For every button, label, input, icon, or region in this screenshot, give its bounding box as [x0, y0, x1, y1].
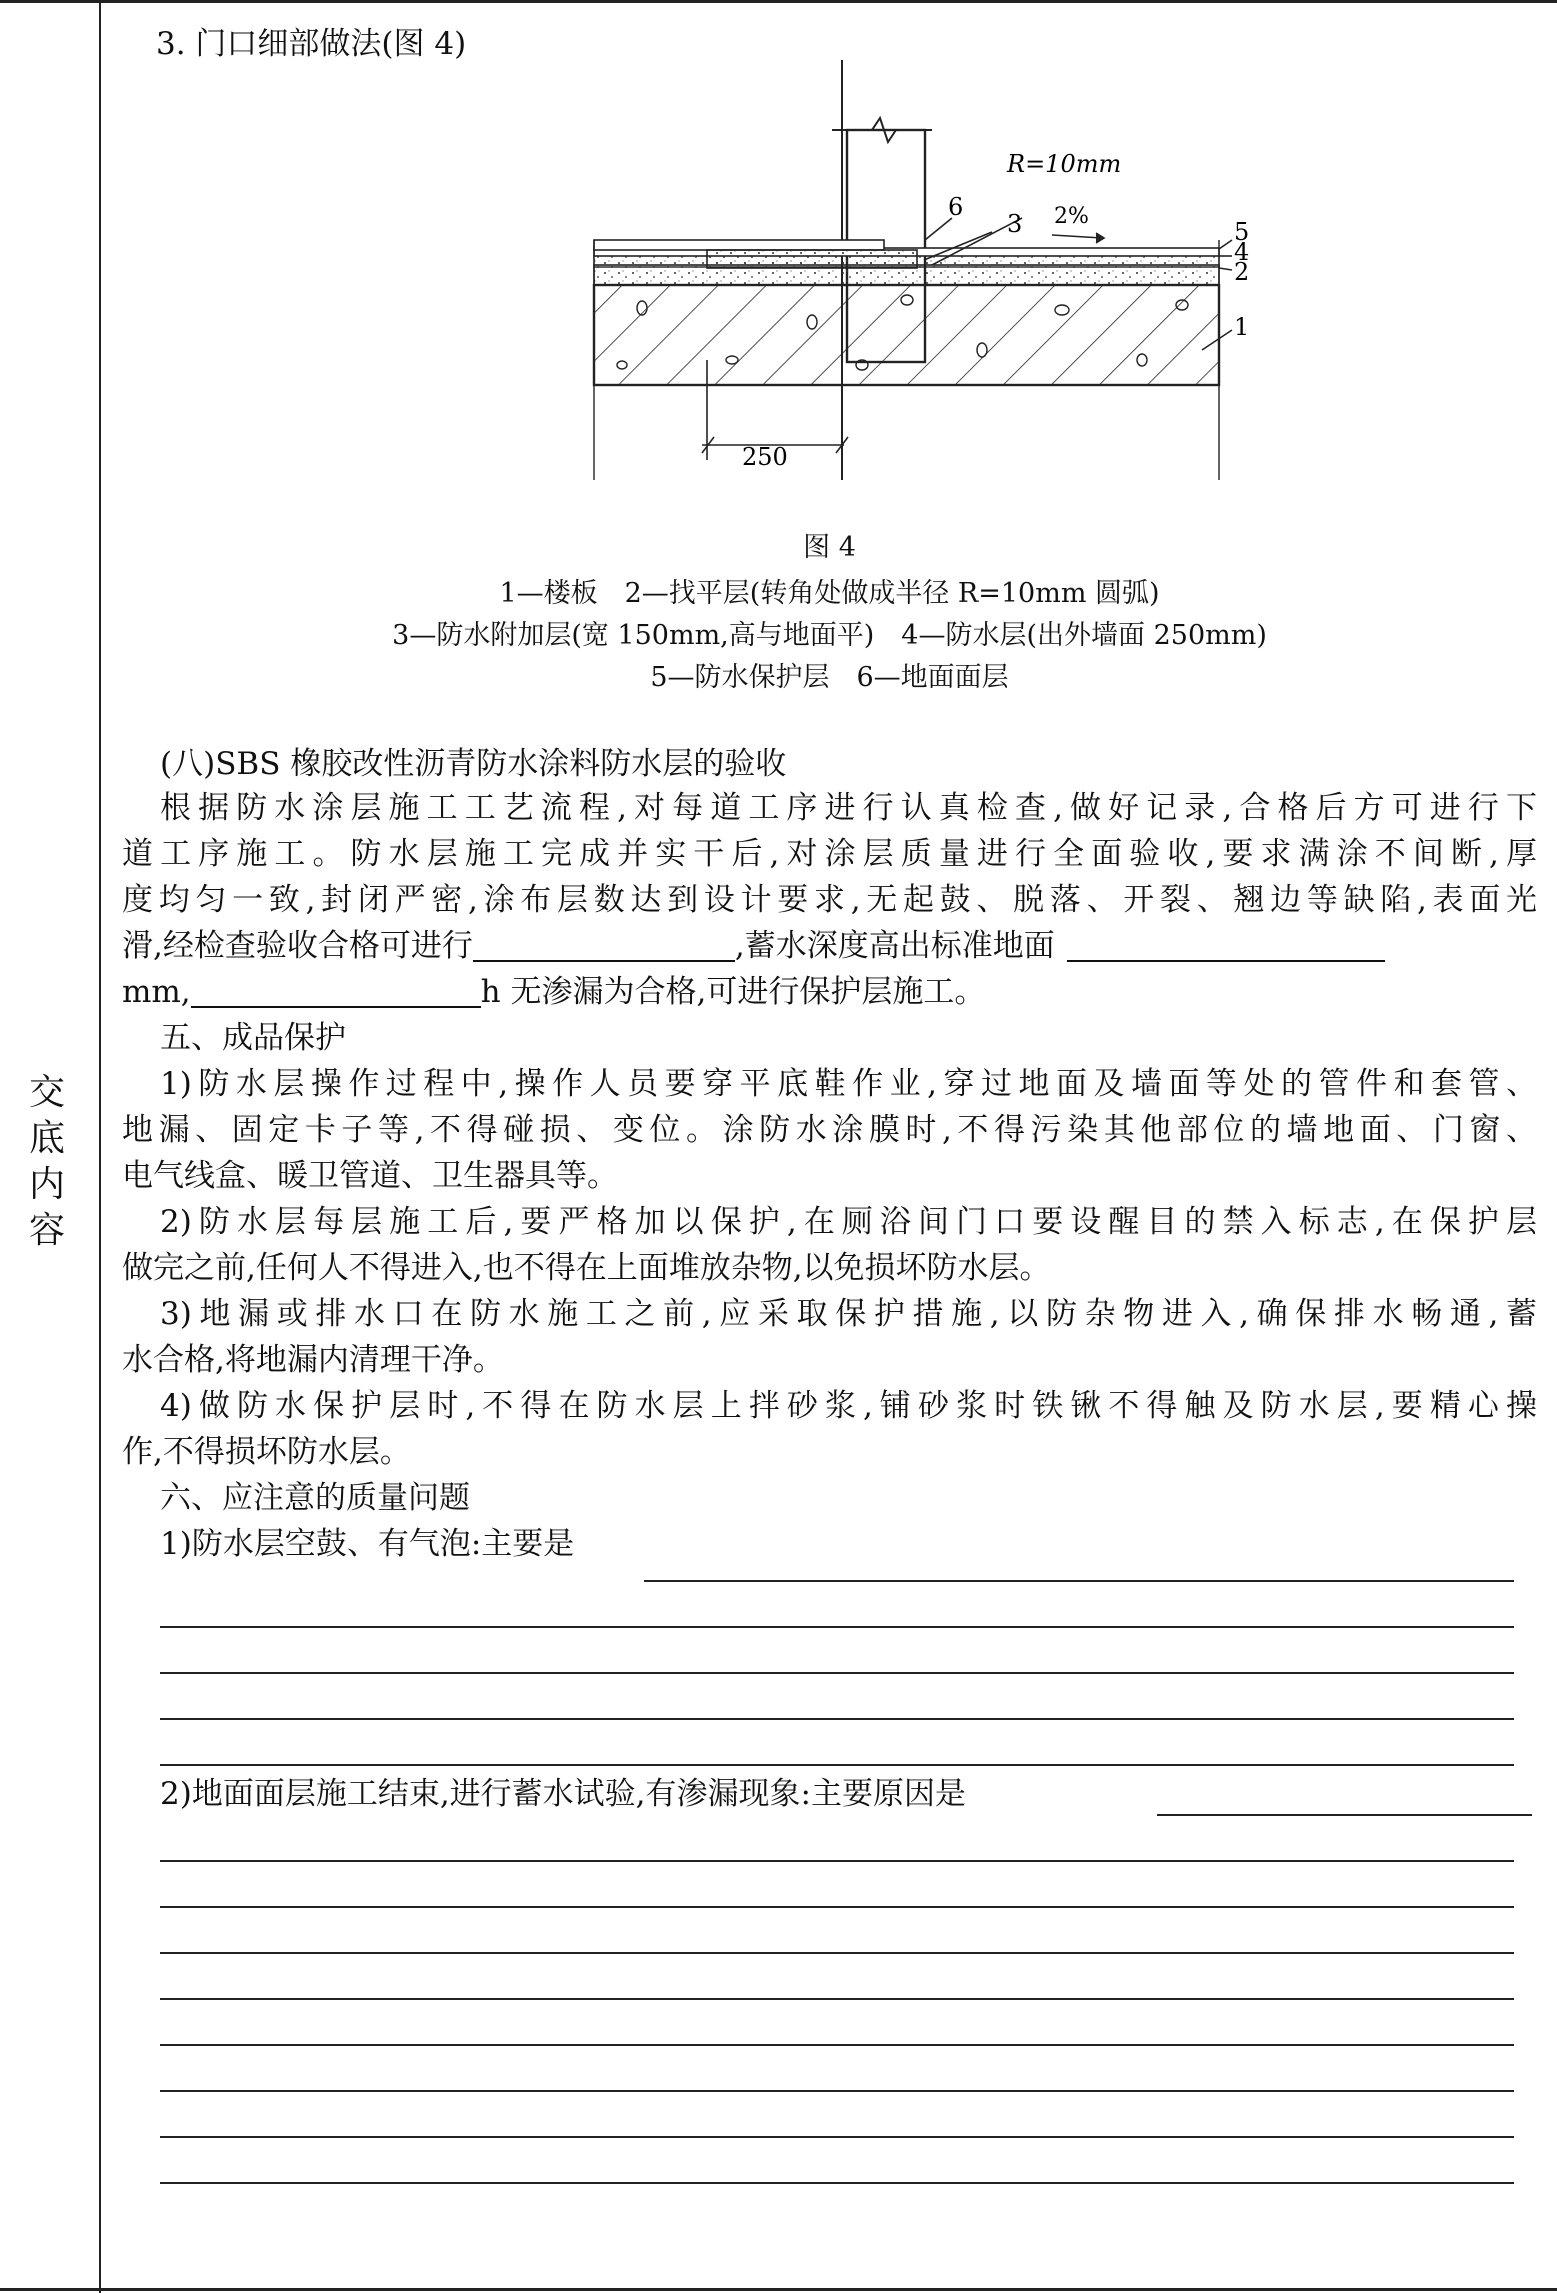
- side-label-char: 底: [28, 1118, 65, 1159]
- column-divider: [99, 0, 101, 2293]
- paragraph-line: 地漏、固定卡子等,不得碰损、变位。涂防水涂膜时,不得污染其他部位的墙地面、门窗、: [122, 1112, 1537, 1148]
- top-border: [0, 0, 1557, 3]
- label-5: 5: [1234, 218, 1250, 246]
- figure-legend-line: 1—楼板 2—找平层(转角处做成半径 R=10mm 圆弧): [499, 578, 1160, 609]
- question-2: 2)地面面层施工结束,进行蓄水试验,有渗漏现象:主要原因是: [160, 1776, 966, 1812]
- label-slope: 2%: [1054, 204, 1089, 229]
- paragraph-line: [122, 926, 1537, 966]
- question-1: 1)防水层空鼓、有气泡:主要是: [160, 1526, 575, 1562]
- figure-4-diagram: [462, 60, 1262, 510]
- text-fragment: mm,: [122, 974, 191, 1010]
- layer-additional: [707, 250, 917, 268]
- label-4: 4: [1234, 238, 1250, 266]
- text-fragment: ,蓄水深度高出标准地面: [734, 928, 1055, 964]
- figure-legend-line: 3—防水附加层(宽 150mm,高与地面平) 4—防水层(出外墙面 250mm): [392, 620, 1267, 651]
- answer-line[interactable]: [160, 1906, 1514, 1908]
- paragraph-line: 道工序施工。防水层施工完成并实干后,对涂层质量进行全面验收,要求满涂不间断,厚: [122, 836, 1537, 872]
- paragraph-line: 水合格,将地漏内清理干净。: [122, 1342, 504, 1378]
- side-label-char: 内: [28, 1164, 65, 1205]
- side-label-char: 交: [28, 1072, 65, 1113]
- answer-line[interactable]: [160, 2182, 1514, 2184]
- answer-line[interactable]: [160, 2044, 1514, 2046]
- side-label-char: 容: [28, 1210, 65, 1251]
- answer-line[interactable]: [160, 1952, 1514, 1954]
- label-dim-250: 250: [742, 443, 788, 471]
- layer-floor-finish: [594, 240, 884, 250]
- section8-heading: (八)SBS 橡胶改性沥青防水涂料防水层的验收: [160, 746, 787, 782]
- label-2: 2: [1234, 258, 1250, 286]
- figure-legend-line: 5—防水保护层 6—地面面层: [650, 662, 1009, 693]
- bottom-border: [0, 2288, 1557, 2291]
- answer-line[interactable]: [160, 1672, 1514, 1674]
- paragraph-line: 1)防水层操作过程中,操作人员要穿平底鞋作业,穿过地面及墙面等处的管件和套管、: [160, 1066, 1537, 1102]
- answer-line[interactable]: [160, 1860, 1514, 1862]
- answer-line[interactable]: [160, 1764, 1514, 1766]
- paragraph-line: 4)做防水保护层时,不得在防水层上拌砂浆,铺砂浆时铁锹不得触及防水层,要精心操: [160, 1388, 1537, 1424]
- answer-line[interactable]: [644, 1580, 1514, 1582]
- paragraph-line: 做完之前,任何人不得进入,也不得在上面堆放杂物,以免损坏防水层。: [122, 1250, 1051, 1286]
- answer-line[interactable]: [160, 1626, 1514, 1628]
- answer-line[interactable]: [1157, 1814, 1532, 1816]
- paragraph-line: 3)地漏或排水口在防水施工之前,应采取保护措施,以防杂物进入,确保排水畅通,蓄: [160, 1296, 1537, 1332]
- paragraph-line: [122, 972, 985, 1012]
- text-fragment: h 无渗漏为合格,可进行保护层施工。: [480, 974, 986, 1010]
- answer-line[interactable]: [160, 1718, 1514, 1720]
- text-fragment: 滑,经检查验收合格可进行: [122, 928, 473, 964]
- label-radius: R=10mm: [1007, 150, 1122, 178]
- answer-line[interactable]: [160, 1998, 1514, 2000]
- section6-heading: 六、应注意的质量问题: [160, 1480, 470, 1516]
- fill-blank[interactable]: [473, 930, 735, 962]
- layer-slab: [594, 285, 1219, 385]
- paragraph-line: 2)防水层每层施工后,要严格加以保护,在厕浴间门口要设醒目的禁入标志,在保护层: [160, 1204, 1537, 1240]
- fill-blank[interactable]: [191, 976, 481, 1008]
- paragraph-line: 度均匀一致,封闭严密,涂布层数达到设计要求,无起鼓、脱落、开裂、翘边等缺陷,表面光: [122, 882, 1537, 918]
- label-6: 6: [948, 193, 964, 221]
- paragraph-line: 根据防水涂层施工工艺流程,对每道工序进行认真检查,做好记录,合格后方可进行下: [160, 790, 1537, 826]
- label-3: 3: [1007, 210, 1023, 238]
- figure-caption: 图 4: [803, 532, 856, 563]
- fill-blank[interactable]: [1067, 930, 1385, 962]
- section5-heading: 五、成品保护: [160, 1020, 346, 1056]
- side-label: [18, 1070, 76, 1254]
- paragraph-line: 电气线盒、暖卫管道、卫生器具等。: [122, 1158, 618, 1194]
- answer-line[interactable]: [160, 2090, 1514, 2092]
- label-1: 1: [1234, 313, 1250, 341]
- section3-title: 3. 门口细部做法(图 4): [156, 26, 467, 62]
- answer-line[interactable]: [160, 2136, 1514, 2138]
- paragraph-line: 作,不得损坏防水层。: [122, 1434, 411, 1470]
